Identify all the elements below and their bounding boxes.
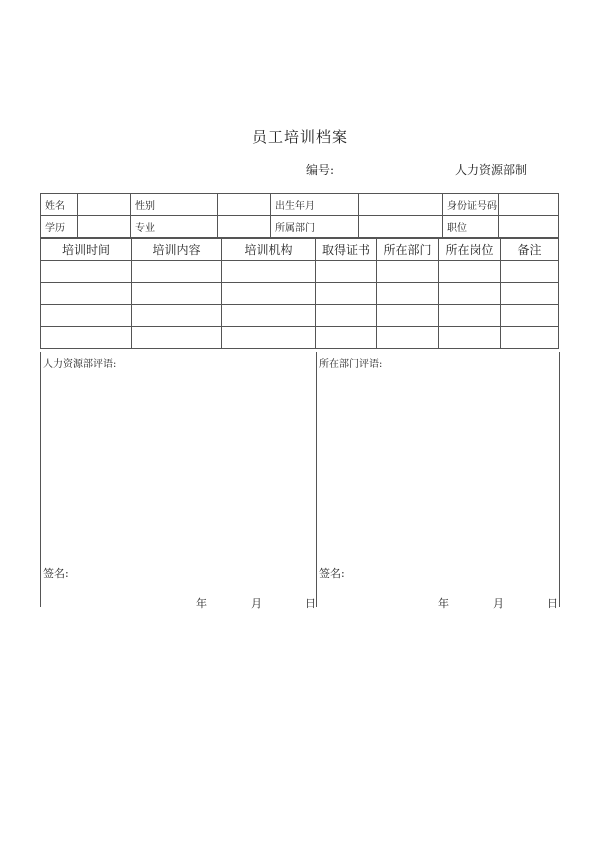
table-cell[interactable] (222, 261, 316, 283)
table-cell[interactable] (316, 305, 377, 327)
table-row (41, 283, 559, 305)
table-cell[interactable] (41, 327, 132, 349)
birth-label: 出生年月 (271, 194, 359, 216)
hr-sign-label: 签名: (43, 567, 69, 580)
header-certificate: 取得证书 (316, 239, 377, 261)
table-cell[interactable] (439, 283, 501, 305)
table-cell[interactable] (222, 327, 316, 349)
table-cell[interactable] (501, 327, 559, 349)
form-title: 员工培训档案 (251, 128, 348, 146)
table-cell[interactable] (439, 327, 501, 349)
dept-label: 所属部门 (271, 216, 359, 238)
gender-label: 性别 (131, 194, 218, 216)
table-cell[interactable] (377, 261, 439, 283)
department-label: 人力资源部制 (455, 163, 528, 177)
dept-month-label: 月 (493, 597, 504, 610)
header-training-institution: 培训机构 (222, 239, 316, 261)
position-label: 职位 (443, 216, 499, 238)
training-record-form (40, 193, 558, 349)
table-cell[interactable] (132, 305, 222, 327)
table-cell[interactable] (132, 261, 222, 283)
id-number-label: 身份证号码 (443, 194, 499, 216)
table-cell[interactable] (377, 327, 439, 349)
hr-year-label: 年 (196, 597, 207, 610)
major-label: 专业 (131, 216, 218, 238)
table-cell[interactable] (501, 261, 559, 283)
table-cell[interactable] (132, 327, 222, 349)
hr-comment-label: 人力资源部评语: (43, 359, 117, 370)
table-cell[interactable] (377, 305, 439, 327)
header-department: 所在部门 (377, 239, 439, 261)
info-table (40, 193, 559, 238)
table-row (41, 305, 559, 327)
name-label: 姓名 (41, 194, 78, 216)
birth-field[interactable] (359, 194, 443, 216)
dept-day-label: 日 (547, 597, 558, 610)
dept-comment-box[interactable] (317, 352, 559, 610)
table-cell[interactable] (222, 283, 316, 305)
name-field[interactable] (78, 194, 131, 216)
number-label: 编号: (306, 163, 335, 177)
education-field[interactable] (78, 216, 131, 238)
hr-month-label: 月 (251, 597, 262, 610)
hr-day-label: 日 (305, 597, 316, 610)
major-field[interactable] (218, 216, 271, 238)
table-cell[interactable] (439, 261, 501, 283)
dept-year-label: 年 (438, 597, 449, 610)
table-cell[interactable] (41, 305, 132, 327)
table-cell[interactable] (316, 261, 377, 283)
header-post: 所在岗位 (439, 239, 501, 261)
table-cell[interactable] (41, 261, 132, 283)
table-cell[interactable] (439, 305, 501, 327)
header-remarks: 备注 (501, 239, 559, 261)
table-cell[interactable] (316, 327, 377, 349)
training-table (40, 238, 559, 349)
id-number-field[interactable] (499, 194, 559, 216)
gender-field[interactable] (218, 194, 271, 216)
dept-field[interactable] (359, 216, 443, 238)
table-cell[interactable] (377, 283, 439, 305)
dept-sign-label: 签名: (319, 567, 345, 580)
table-cell[interactable] (316, 283, 377, 305)
header-training-content: 培训内容 (132, 239, 222, 261)
dept-comment-label: 所在部门评语: (319, 359, 383, 370)
table-cell[interactable] (501, 283, 559, 305)
table-cell[interactable] (41, 283, 132, 305)
table-cell[interactable] (222, 305, 316, 327)
table-cell[interactable] (132, 283, 222, 305)
table-row (41, 327, 559, 349)
hr-comment-box[interactable] (41, 352, 317, 610)
table-row (41, 261, 559, 283)
comments-section (40, 352, 560, 610)
table-cell[interactable] (501, 305, 559, 327)
education-label: 学历 (41, 216, 78, 238)
header-training-time: 培训时间 (41, 239, 132, 261)
position-field[interactable] (499, 216, 559, 238)
